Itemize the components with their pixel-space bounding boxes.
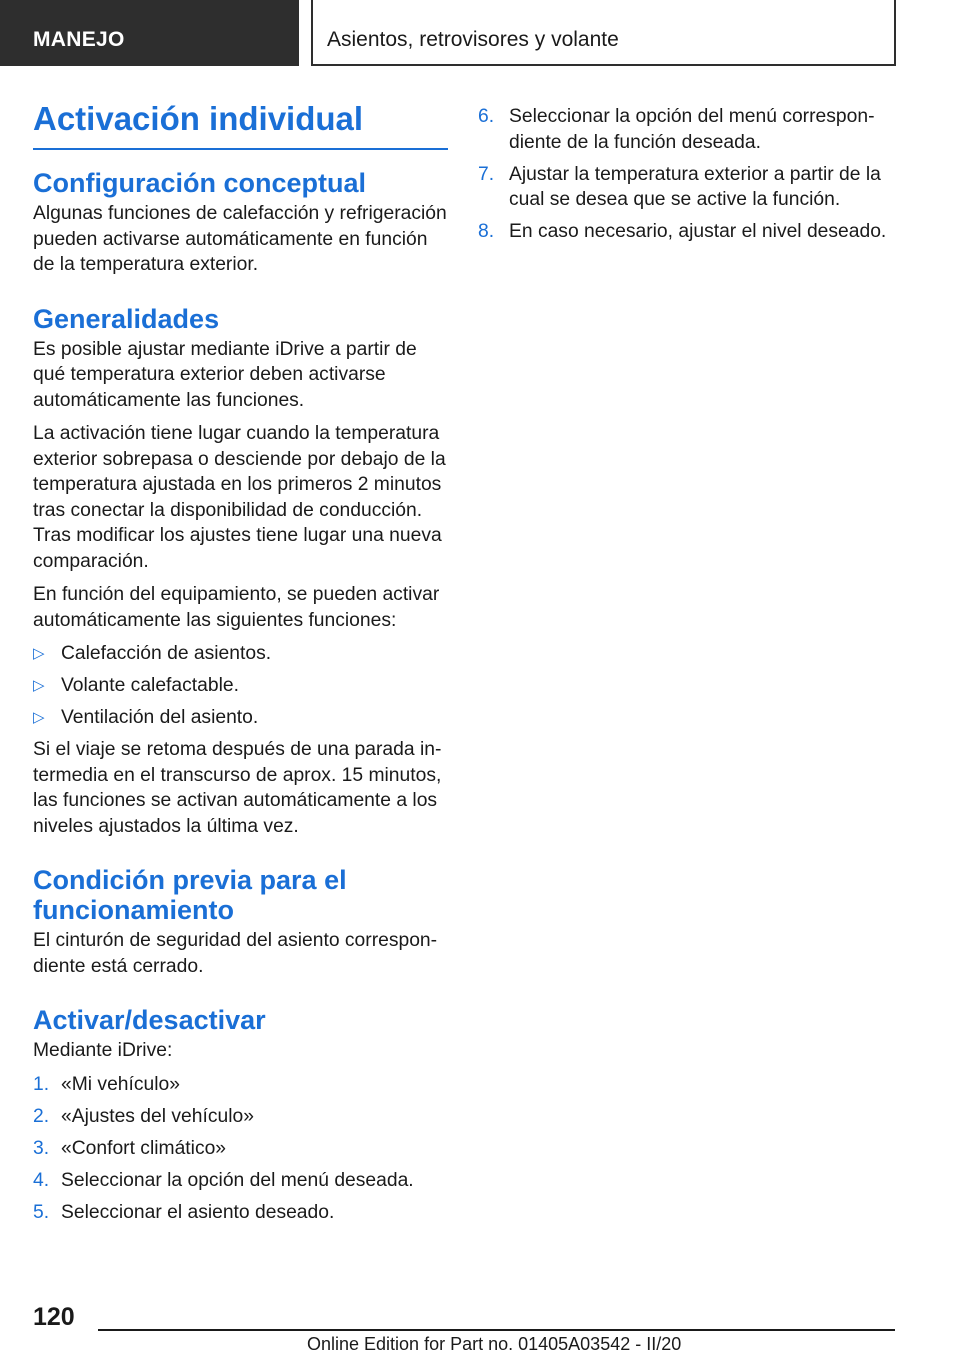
list-item-text: Calefacción de asientos. <box>61 643 272 664</box>
right-column <box>478 104 898 251</box>
steps-list-part-2 <box>478 104 898 245</box>
step-number: 2. <box>33 1105 50 1127</box>
left-column <box>33 96 448 1232</box>
precondition-heading: Condición previa para el funcionamiento <box>33 865 347 925</box>
activate-intro: Mediante iDrive: <box>33 1040 173 1061</box>
list-item <box>33 641 448 667</box>
triangle-bullet-icon: ▷ <box>33 709 45 726</box>
list-item <box>33 673 448 699</box>
step-text: «Mi vehículo» <box>61 1073 180 1095</box>
general-paragraph-1: Es posible ajustar mediante iDrive a partir de qué temperatura exterior deben activarse automáticamente las funciones. <box>33 338 417 411</box>
step-text: En caso necesario, ajustar el nivel deseado. <box>509 221 887 242</box>
triangle-bullet-icon: ▷ <box>33 645 45 662</box>
page-title: Activación individual <box>33 96 448 150</box>
list-item-text: Ventilación del asiento. <box>61 707 259 728</box>
concept-text: Algunas funciones de calefacción y refrigeración pueden activarse automáticamente en función de la temperatura exterior. <box>33 203 447 275</box>
step-text: Seleccionar la opción del menú correspondiente de la función deseada. <box>509 106 875 153</box>
step-number: 4. <box>33 1169 50 1191</box>
step-number: 1. <box>33 1073 50 1095</box>
general-after-text: Si el viaje se retoma después de una parada intermedia en el transcurso de aprox. 15 minutos, las funciones se activan automáticamente a los niveles ajustados la última vez. <box>33 739 442 837</box>
header-chapter-label: Asientos, retrovisores y volante <box>327 28 619 51</box>
header-chapter-tab <box>311 0 896 66</box>
list-item <box>33 1072 448 1098</box>
step-text: «Ajustes del vehículo» <box>61 1105 254 1127</box>
activate-heading: Activar/desactivar <box>33 1005 266 1035</box>
step-number: 5. <box>33 1201 50 1223</box>
step-text: Seleccionar la opción del menú deseada. <box>61 1169 414 1191</box>
general-paragraph-2: La activación tiene lugar cuando la temperatura exterior sobrepasa o desciende por debajo de la temperatura ajustada en los primeros 2 minutos tras conectar la disponibilidad de conducción. Tras modificar los ajustes tiene lugar una nueva comparación. <box>33 423 446 572</box>
list-item <box>33 1136 448 1162</box>
step-number: 6. <box>478 106 495 127</box>
step-number: 7. <box>478 163 495 185</box>
list-item <box>33 1200 448 1226</box>
triangle-bullet-icon: ▷ <box>33 677 45 694</box>
list-item <box>33 1104 448 1130</box>
list-item-text: Volante calefactable. <box>61 675 239 696</box>
footer-edition: Online Edition for Part no. 01405A03542 - II/20 <box>307 1334 682 1354</box>
header-section-label: MANEJO <box>33 28 125 51</box>
steps-list-part-1 <box>33 1072 448 1226</box>
concept-heading: Configuración conceptual <box>33 168 367 198</box>
step-number: 3. <box>33 1137 50 1159</box>
list-item <box>478 162 898 213</box>
header-section-tab <box>0 0 299 66</box>
general-heading: Generalidades <box>33 303 220 334</box>
step-text: «Confort climático» <box>61 1137 227 1159</box>
feature-list <box>33 641 448 731</box>
step-text: Seleccionar el asiento deseado. <box>61 1201 335 1223</box>
page-number: 120 <box>33 1303 75 1331</box>
list-item <box>33 705 448 731</box>
list-item <box>478 219 898 245</box>
footer-divider <box>98 1329 895 1331</box>
step-number: 8. <box>478 221 495 242</box>
list-item <box>33 1168 448 1194</box>
step-text: Ajustar la temperatura exterior a partir de la cual se desea que se active la función. <box>509 163 881 210</box>
precondition-text: El cinturón de seguridad del asiento correspondiente está cerrado. <box>33 930 438 977</box>
list-item <box>478 104 898 155</box>
general-paragraph-3: En función del equipamiento, se pueden activar automáticamente las siguientes funciones: <box>33 584 440 631</box>
